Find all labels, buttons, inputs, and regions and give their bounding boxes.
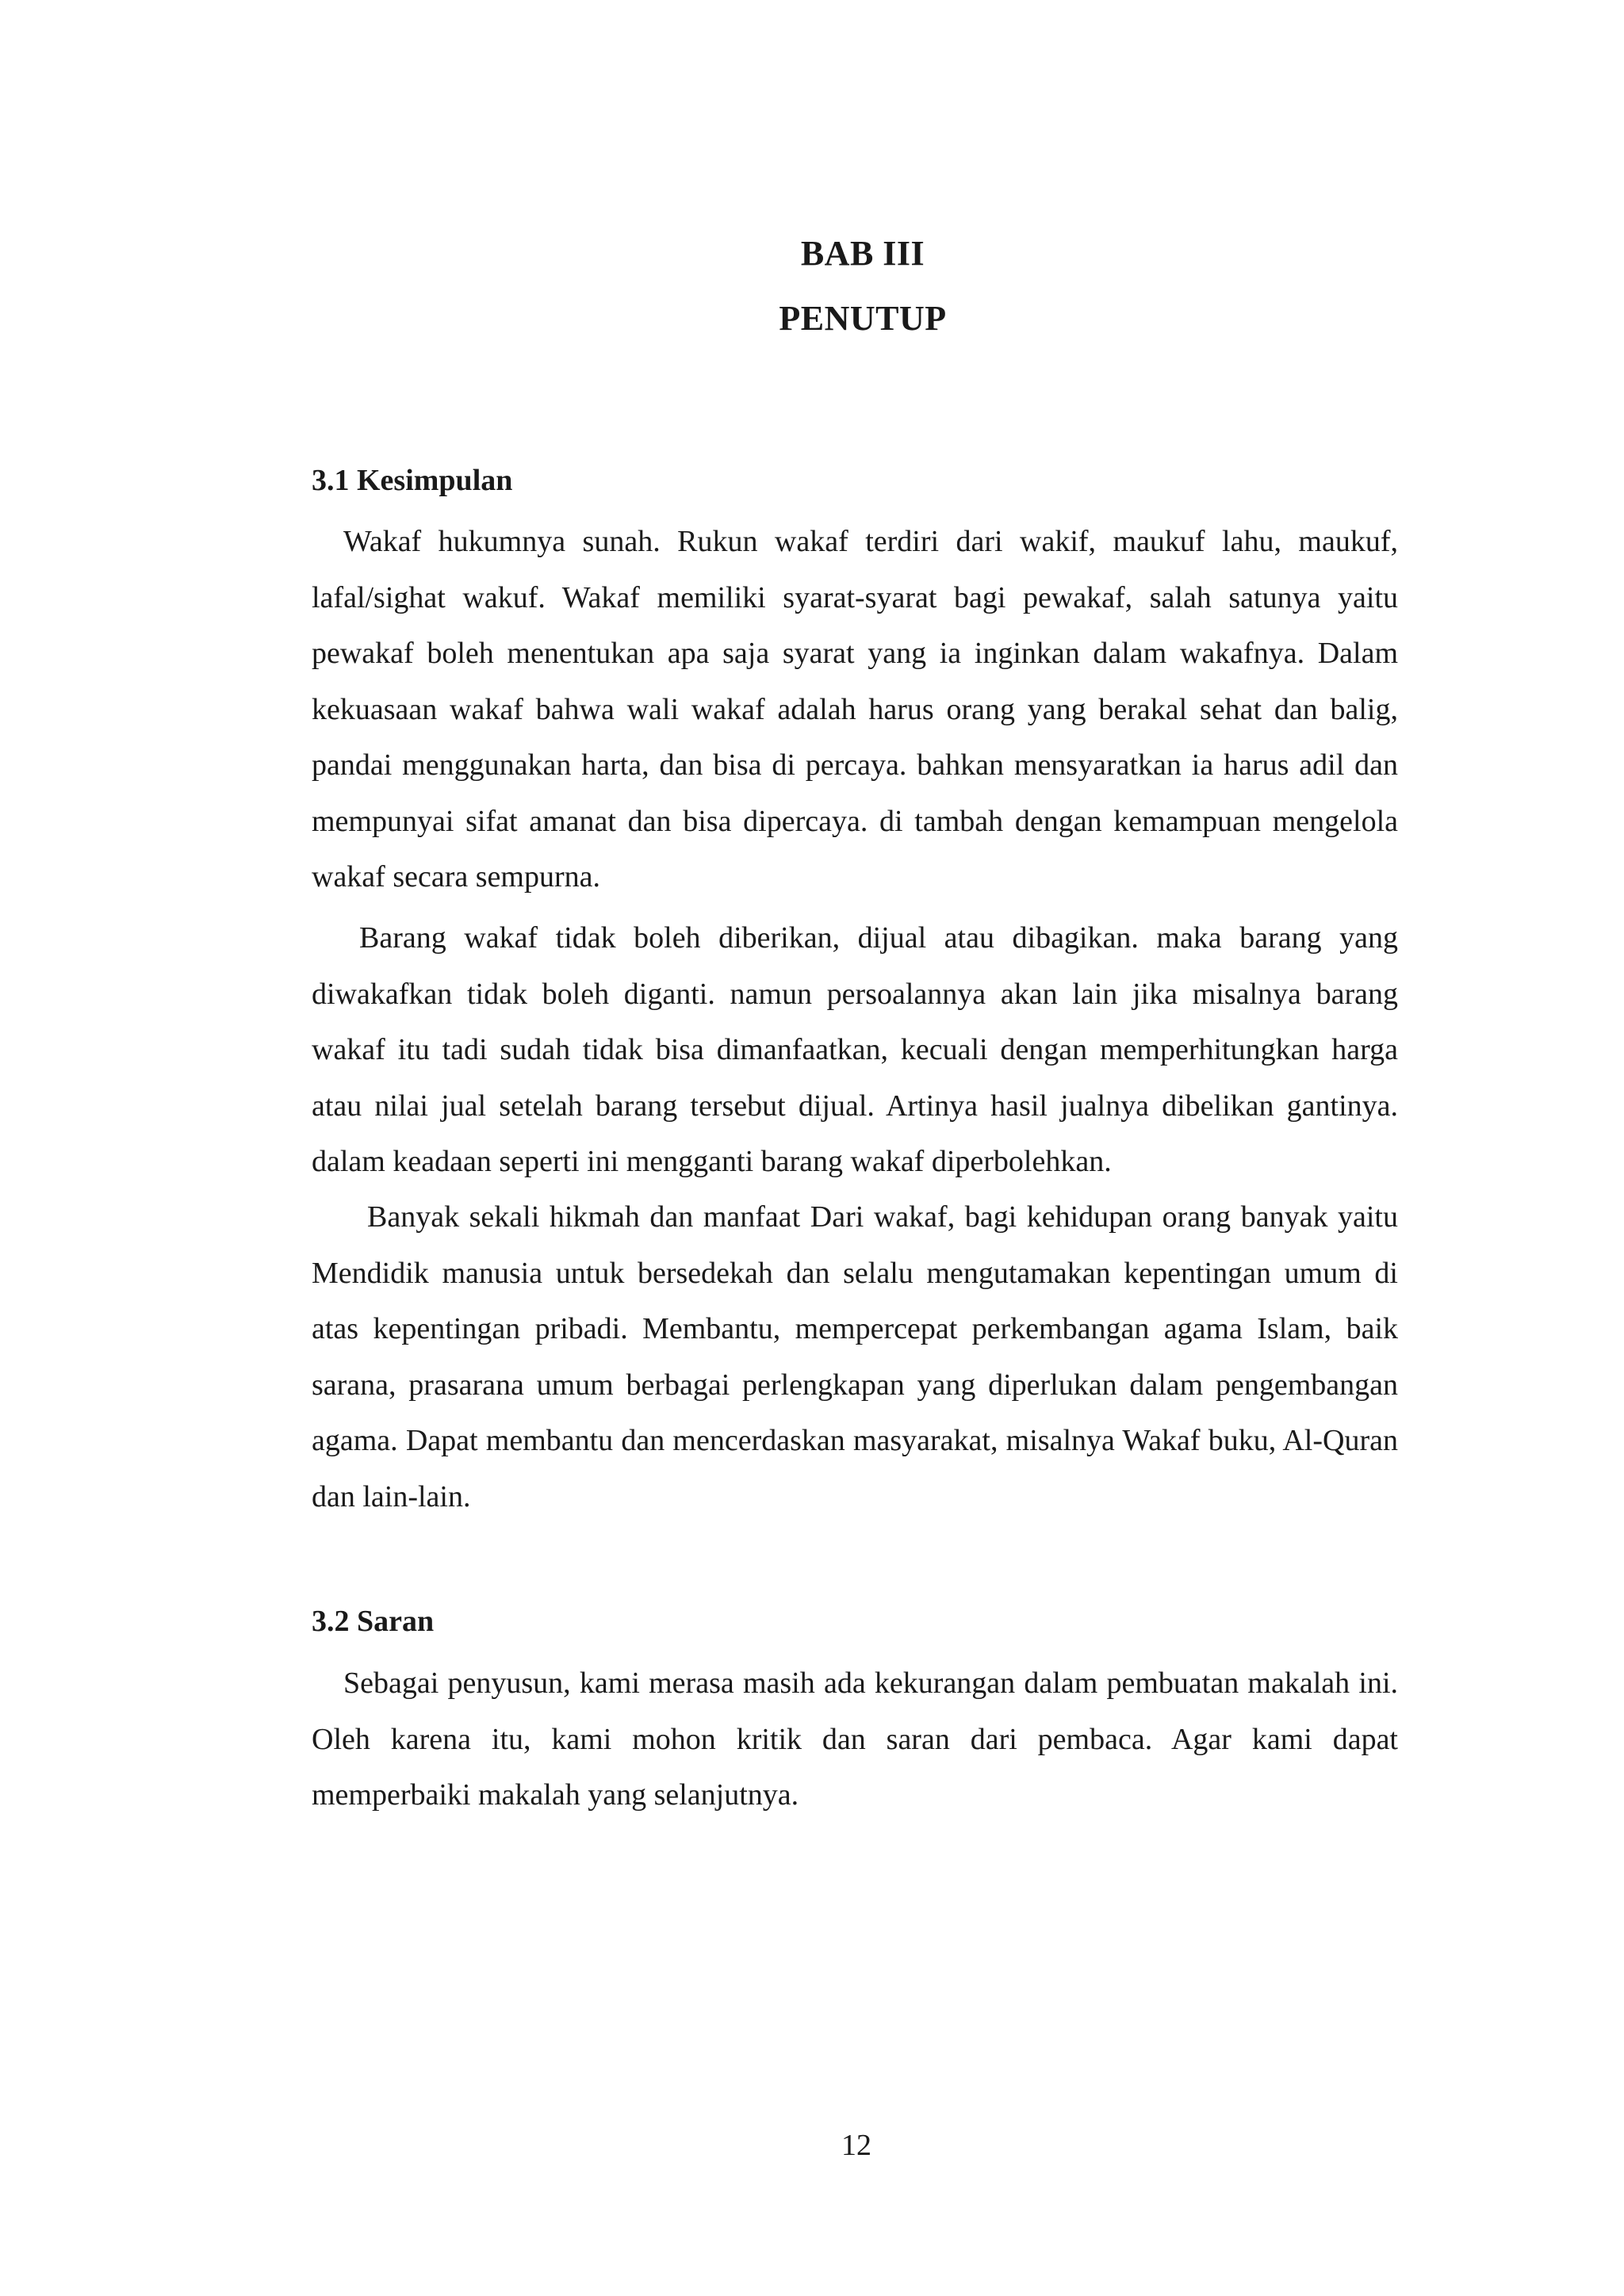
paragraph-kesimpulan-3: Banyak sekali hikmah dan manfaat Dari wakaf, bagi kehidupan orang banyak yaitu Mendidik manusia untuk bersedekah dan selalu mengutamakan kepentingan umum di atas kepentingan pribadi. Membantu, mempercepat perkembangan agama Islam, baik sarana, prasarana umum berbagai perlengkapan yang diperlukan dalam pengembangan agama. Dapat membantu dan mencerdaskan masyarakat, misalnya Wakaf buku, Al-Quran dan lain-lain. xyxy=(312,1200,1398,1513)
paragraph-kesimpulan-2: Barang wakaf tidak boleh diberikan, dijual atau dibagikan. maka barang yang diwakafkan tidak boleh diganti. namun persoalannya akan lain jika misalnya barang wakaf itu tadi sudah tidak bisa dimanfaatkan, kecuali dengan memperhitungkan harga atau nilai jual setelah barang tersebut dijual. Artinya hasil jualnya dibelikan gantinya. dalam keadaan seperti ini mengganti barang wakaf diperbolehkan. xyxy=(312,921,1398,1178)
section-heading-saran: 3.2 Saran xyxy=(312,1605,435,1638)
chapter-number: BAB III xyxy=(800,234,925,273)
page-number: 12 xyxy=(841,2129,871,2162)
chapter-title: PENUTUP xyxy=(779,299,947,338)
section-heading-kesimpulan: 3.1 Kesimpulan xyxy=(312,464,513,497)
paragraph-kesimpulan-1: Wakaf hukumnya sunah. Rukun wakaf terdiri dari wakif, maukuf lahu, maukuf, lafal/sighat wakuf. Wakaf memiliki syarat-syarat bagi pewakaf, salah satunya yaitu pewakaf boleh menentukan apa saja syarat yang ia inginkan dalam wakafnya. Dalam kekuasaan wakaf bahwa wali wakaf adalah harus orang yang berakal sehat dan balig, pandai menggunakan harta, dan bisa di percaya. bahkan mensyaratkan ia harus adil dan mempunyai sifat amanat dan bisa dipercaya. di tambah dengan kemampuan mengelola wakaf secara sempurna. xyxy=(312,525,1398,894)
paragraph-saran-1: Sebagai penyusun, kami merasa masih ada kekurangan dalam pembuatan makalah ini. Oleh karena itu, kami mohon kritik dan saran dari pembaca. Agar kami dapat memperbaiki makalah yang selanjutnya. xyxy=(312,1667,1398,1812)
